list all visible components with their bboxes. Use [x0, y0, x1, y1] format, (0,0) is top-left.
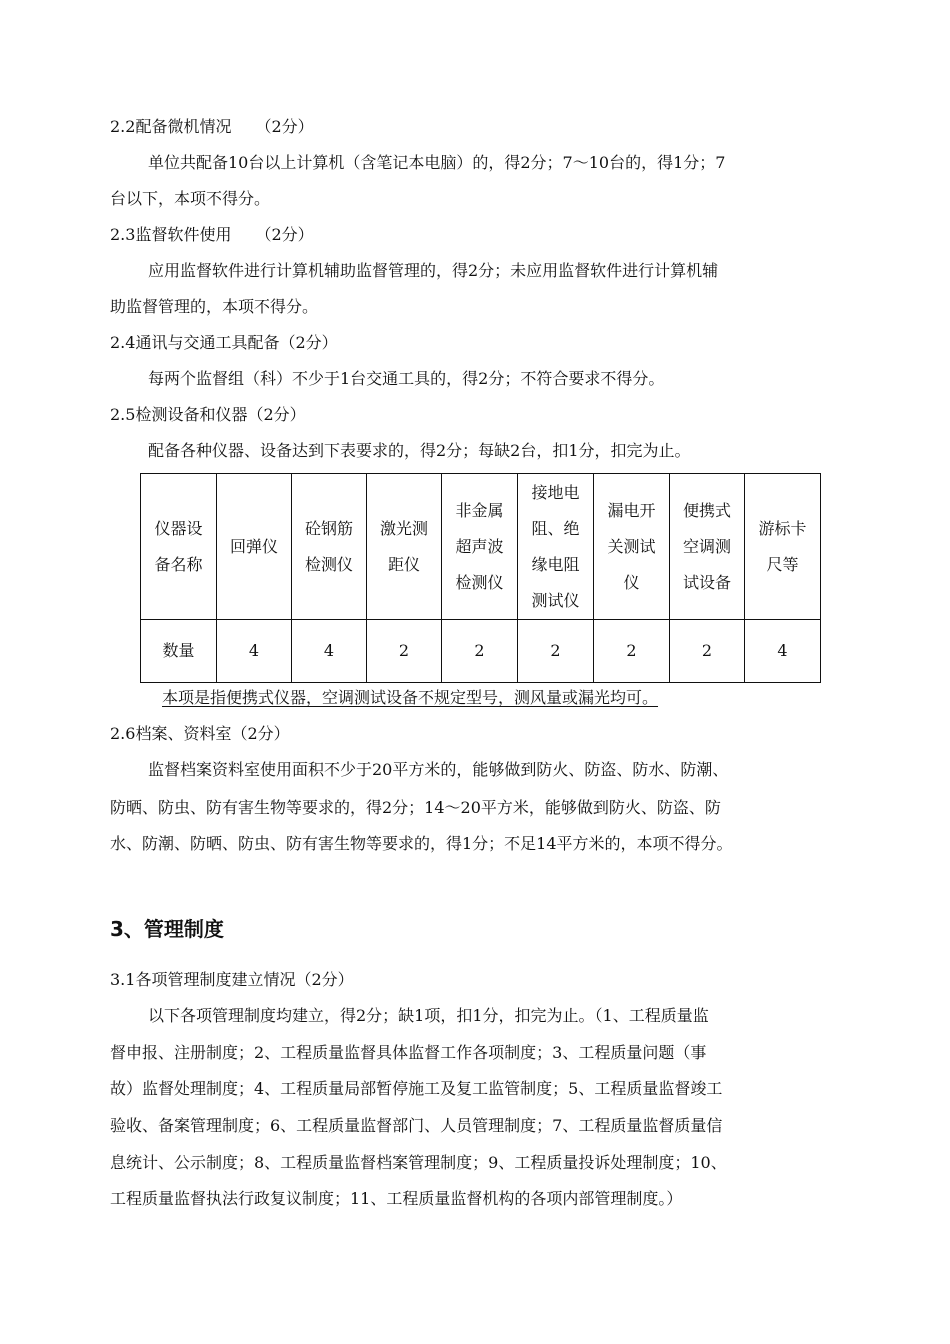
- section-2-3-title: 2.3监督软件使用 （2分）: [110, 225, 314, 244]
- table-cell: 4: [292, 620, 367, 683]
- table-cell: 2: [367, 620, 442, 683]
- table-cell: 2: [442, 620, 518, 683]
- section-2-6-body-line-1: 监督档案资料室使用面积不少于20平方米的，能够做到防火、防盗、防水、防潮、: [148, 760, 729, 779]
- table-header-cell: 漏电开关测试仪: [594, 474, 670, 620]
- table-qty-label: 数量: [141, 620, 217, 683]
- section-2-2-body-line-1: 单位共配备10台以上计算机（含笔记本电脑）的，得2分；7～10台的，得1分；7: [148, 153, 726, 172]
- table-quantity-row: [141, 620, 821, 683]
- section-2-2-title: 2.2配备微机情况 （2分）: [110, 117, 314, 136]
- section-3-1-body-line-5: 息统计、公示制度；8、工程质量监督档案管理制度；9、工程质量投诉处理制度；10、: [110, 1153, 727, 1172]
- table-cell: 2: [518, 620, 594, 683]
- section-2-6-body-line-2: 防晒、防虫、防有害生物等要求的，得2分；14～20平方米，能够做到防火、防盗、防: [110, 798, 721, 817]
- section-2-4-title: 2.4通讯与交通工具配备（2分）: [110, 333, 338, 352]
- table-header-cell: 激光测距仪: [367, 474, 442, 620]
- section-2-5-body-line-1: 配备各种仪器、设备达到下表要求的，得2分；每缺2台，扣1分，扣完为止。: [148, 441, 691, 460]
- table-cell: 4: [217, 620, 292, 683]
- section-2-3-body-line-2: 助监督管理的，本项不得分。: [110, 297, 319, 316]
- table-header-cell: 接地电阻、绝缘电阻测试仪: [518, 474, 594, 620]
- table-note: 本项是指便携式仪器，空调测试设备不规定型号，测风量或漏光均可。: [162, 688, 659, 707]
- table-header-cell: 非金属超声波检测仪: [442, 474, 518, 620]
- table-header-cell: 砼钢筋检测仪: [292, 474, 367, 620]
- table-header-row: [141, 474, 821, 620]
- table-cell: 2: [670, 620, 745, 683]
- section-3-1-body-line-4: 验收、备案管理制度；6、工程质量监督部门、人员管理制度；7、工程质量监督质量信: [110, 1116, 723, 1135]
- section-2-2-body-line-2: 台以下，本项不得分。: [110, 189, 271, 208]
- table-header-cell: 回弹仪: [217, 474, 292, 620]
- section-2-4-body-line-1: 每两个监督组（科）不少于1台交通工具的，得2分；不符合要求不得分。: [148, 369, 665, 388]
- section-3-1-body-line-1: 以下各项管理制度均建立，得2分；缺1项，扣1分，扣完为止。（1、工程质量监: [148, 1006, 709, 1025]
- section-2-5-title: 2.5检测设备和仪器（2分）: [110, 405, 306, 424]
- instrument-table: [140, 473, 821, 683]
- table-cell: 2: [594, 620, 670, 683]
- table-header-cell: 便携式空调测试设备: [670, 474, 745, 620]
- section-2-6-body-line-3: 水、防潮、防晒、防虫、防有害生物等要求的，得1分；不足14平方米的，本项不得分。: [110, 834, 733, 853]
- section-3-1-body-line-2: 督申报、注册制度；2、工程质量监督具体监督工作各项制度；3、工程质量问题（事: [110, 1043, 707, 1062]
- table-header-cell: 游标卡尺等: [745, 474, 821, 620]
- section-3-1-title: 3.1各项管理制度建立情况（2分）: [110, 970, 354, 989]
- section-3-1-body-line-3: 故）监督处理制度；4、工程质量局部暂停施工及复工监管制度；5、工程质量监督竣工: [110, 1079, 723, 1098]
- table-header-cell: 仪器设备名称: [141, 474, 217, 620]
- section-3-1-body-line-6: 工程质量监督执法行政复议制度；11、工程质量监督机构的各项内部管理制度。）: [110, 1189, 683, 1208]
- section-3-heading: 3、管理制度: [110, 917, 224, 941]
- table-cell: 4: [745, 620, 821, 683]
- section-2-6-title: 2.6档案、资料室（2分）: [110, 724, 290, 743]
- section-2-3-body-line-1: 应用监督软件进行计算机辅助监督管理的，得2分；未应用监督软件进行计算机辅: [148, 261, 719, 280]
